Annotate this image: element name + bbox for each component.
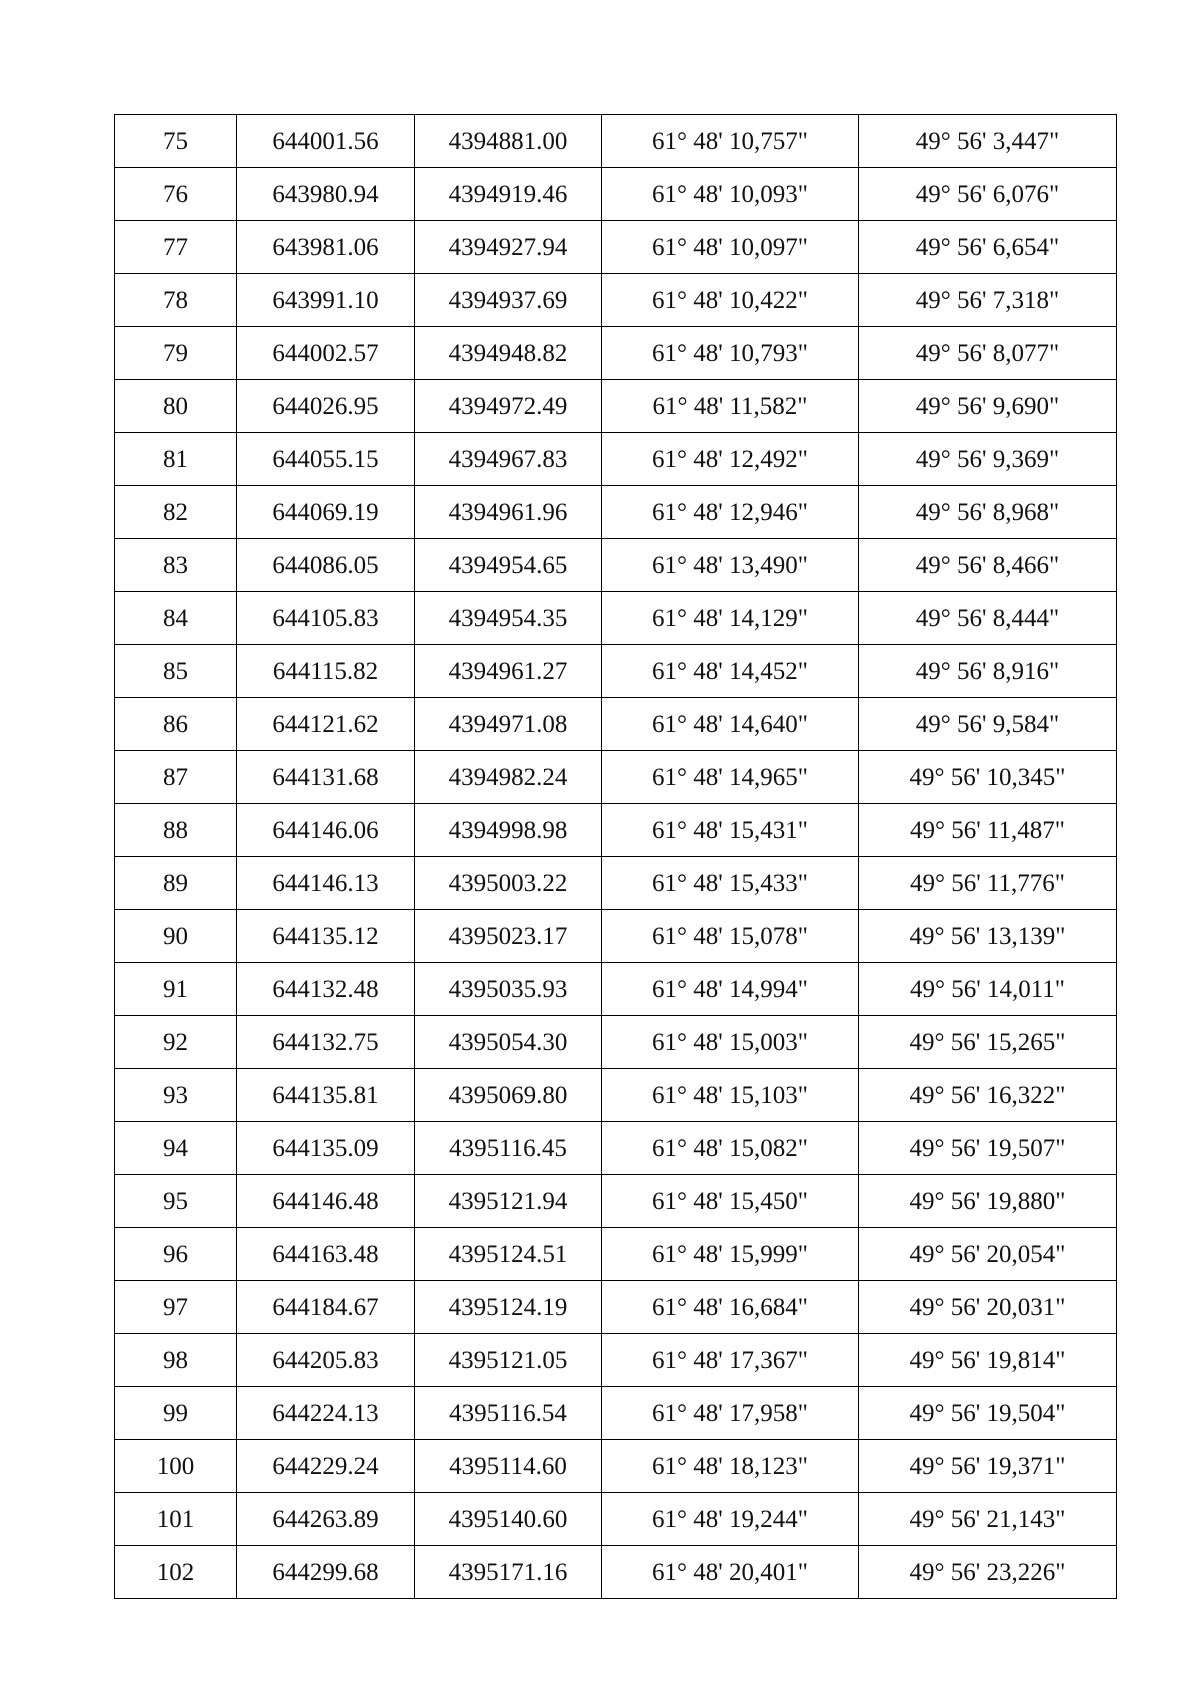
point-number-cell: 92 <box>115 1016 237 1069</box>
latitude-cell: 49° 56' 6,076" <box>859 168 1117 221</box>
point-number-cell: 93 <box>115 1069 237 1122</box>
easting-cell: 644184.67 <box>237 1281 415 1334</box>
table-row <box>115 1387 1117 1440</box>
easting-cell: 644146.06 <box>237 804 415 857</box>
table-row <box>115 1493 1117 1546</box>
table-row <box>115 274 1117 327</box>
point-number-cell: 79 <box>115 327 237 380</box>
point-number-cell: 83 <box>115 539 237 592</box>
latitude-cell: 49° 56' 19,504" <box>859 1387 1117 1440</box>
latitude-cell: 49° 56' 8,968" <box>859 486 1117 539</box>
longitude-cell: 61° 48' 11,582" <box>602 380 859 433</box>
point-number-cell: 94 <box>115 1122 237 1175</box>
latitude-cell: 49° 56' 9,690" <box>859 380 1117 433</box>
easting-cell: 644146.48 <box>237 1175 415 1228</box>
longitude-cell: 61° 48' 20,401" <box>602 1546 859 1599</box>
easting-cell: 644299.68 <box>237 1546 415 1599</box>
easting-cell: 644229.24 <box>237 1440 415 1493</box>
easting-cell: 644026.95 <box>237 380 415 433</box>
table-row <box>115 1281 1117 1334</box>
easting-cell: 644121.62 <box>237 698 415 751</box>
northing-cell: 4395023.17 <box>415 910 602 963</box>
northing-cell: 4394971.08 <box>415 698 602 751</box>
northing-cell: 4395054.30 <box>415 1016 602 1069</box>
table-row <box>115 1440 1117 1493</box>
northing-cell: 4395140.60 <box>415 1493 602 1546</box>
easting-cell: 644205.83 <box>237 1334 415 1387</box>
point-number-cell: 82 <box>115 486 237 539</box>
latitude-cell: 49° 56' 19,507" <box>859 1122 1117 1175</box>
northing-cell: 4395116.54 <box>415 1387 602 1440</box>
longitude-cell: 61° 48' 14,129" <box>602 592 859 645</box>
easting-cell: 644135.12 <box>237 910 415 963</box>
latitude-cell: 49° 56' 13,139" <box>859 910 1117 963</box>
northing-cell: 4394961.27 <box>415 645 602 698</box>
table-row <box>115 380 1117 433</box>
latitude-cell: 49° 56' 16,322" <box>859 1069 1117 1122</box>
longitude-cell: 61° 48' 19,244" <box>602 1493 859 1546</box>
northing-cell: 4395116.45 <box>415 1122 602 1175</box>
table-row <box>115 433 1117 486</box>
longitude-cell: 61° 48' 12,946" <box>602 486 859 539</box>
easting-cell: 644086.05 <box>237 539 415 592</box>
easting-cell: 644163.48 <box>237 1228 415 1281</box>
longitude-cell: 61° 48' 10,757" <box>602 115 859 168</box>
easting-cell: 644146.13 <box>237 857 415 910</box>
table-row <box>115 1334 1117 1387</box>
easting-cell: 644001.56 <box>237 115 415 168</box>
point-number-cell: 91 <box>115 963 237 1016</box>
northing-cell: 4394954.65 <box>415 539 602 592</box>
coordinates-table <box>114 114 1117 1599</box>
northing-cell: 4394998.98 <box>415 804 602 857</box>
longitude-cell: 61° 48' 10,793" <box>602 327 859 380</box>
longitude-cell: 61° 48' 15,103" <box>602 1069 859 1122</box>
northing-cell: 4394972.49 <box>415 380 602 433</box>
easting-cell: 644115.82 <box>237 645 415 698</box>
northing-cell: 4394961.96 <box>415 486 602 539</box>
table-row <box>115 963 1117 1016</box>
longitude-cell: 61° 48' 10,097" <box>602 221 859 274</box>
point-number-cell: 96 <box>115 1228 237 1281</box>
easting-cell: 644263.89 <box>237 1493 415 1546</box>
longitude-cell: 61° 48' 13,490" <box>602 539 859 592</box>
longitude-cell: 61° 48' 17,367" <box>602 1334 859 1387</box>
longitude-cell: 61° 48' 18,123" <box>602 1440 859 1493</box>
northing-cell: 4395121.94 <box>415 1175 602 1228</box>
point-number-cell: 87 <box>115 751 237 804</box>
latitude-cell: 49° 56' 23,226" <box>859 1546 1117 1599</box>
table-row <box>115 645 1117 698</box>
table-row <box>115 539 1117 592</box>
longitude-cell: 61° 48' 17,958" <box>602 1387 859 1440</box>
longitude-cell: 61° 48' 14,994" <box>602 963 859 1016</box>
longitude-cell: 61° 48' 10,093" <box>602 168 859 221</box>
northing-cell: 4394881.00 <box>415 115 602 168</box>
table-row <box>115 751 1117 804</box>
table-row <box>115 592 1117 645</box>
point-number-cell: 80 <box>115 380 237 433</box>
longitude-cell: 61° 48' 16,684" <box>602 1281 859 1334</box>
table-row <box>115 168 1117 221</box>
table-row <box>115 857 1117 910</box>
easting-cell: 644069.19 <box>237 486 415 539</box>
longitude-cell: 61° 48' 12,492" <box>602 433 859 486</box>
point-number-cell: 89 <box>115 857 237 910</box>
table-row <box>115 1228 1117 1281</box>
northing-cell: 4394982.24 <box>415 751 602 804</box>
easting-cell: 643981.06 <box>237 221 415 274</box>
easting-cell: 644132.48 <box>237 963 415 1016</box>
point-number-cell: 88 <box>115 804 237 857</box>
northing-cell: 4394967.83 <box>415 433 602 486</box>
longitude-cell: 61° 48' 15,082" <box>602 1122 859 1175</box>
point-number-cell: 81 <box>115 433 237 486</box>
northing-cell: 4395003.22 <box>415 857 602 910</box>
point-number-cell: 75 <box>115 115 237 168</box>
point-number-cell: 85 <box>115 645 237 698</box>
table-row <box>115 698 1117 751</box>
longitude-cell: 61° 48' 14,452" <box>602 645 859 698</box>
northing-cell: 4395171.16 <box>415 1546 602 1599</box>
latitude-cell: 49° 56' 7,318" <box>859 274 1117 327</box>
latitude-cell: 49° 56' 14,011" <box>859 963 1117 1016</box>
point-number-cell: 90 <box>115 910 237 963</box>
table-row <box>115 910 1117 963</box>
table-row <box>115 115 1117 168</box>
northing-cell: 4395035.93 <box>415 963 602 1016</box>
latitude-cell: 49° 56' 9,369" <box>859 433 1117 486</box>
latitude-cell: 49° 56' 21,143" <box>859 1493 1117 1546</box>
longitude-cell: 61° 48' 15,078" <box>602 910 859 963</box>
longitude-cell: 61° 48' 15,450" <box>602 1175 859 1228</box>
latitude-cell: 49° 56' 11,487" <box>859 804 1117 857</box>
point-number-cell: 76 <box>115 168 237 221</box>
northing-cell: 4395114.60 <box>415 1440 602 1493</box>
point-number-cell: 101 <box>115 1493 237 1546</box>
table-row <box>115 1546 1117 1599</box>
northing-cell: 4395124.19 <box>415 1281 602 1334</box>
northing-cell: 4394948.82 <box>415 327 602 380</box>
table-row <box>115 1069 1117 1122</box>
latitude-cell: 49° 56' 11,776" <box>859 857 1117 910</box>
coordinates-table-body <box>115 115 1117 1599</box>
point-number-cell: 102 <box>115 1546 237 1599</box>
northing-cell: 4394927.94 <box>415 221 602 274</box>
longitude-cell: 61° 48' 14,965" <box>602 751 859 804</box>
easting-cell: 644105.83 <box>237 592 415 645</box>
table-row <box>115 327 1117 380</box>
easting-cell: 644055.15 <box>237 433 415 486</box>
longitude-cell: 61° 48' 15,999" <box>602 1228 859 1281</box>
easting-cell: 644132.75 <box>237 1016 415 1069</box>
point-number-cell: 99 <box>115 1387 237 1440</box>
easting-cell: 644135.09 <box>237 1122 415 1175</box>
northing-cell: 4394937.69 <box>415 274 602 327</box>
northing-cell: 4395069.80 <box>415 1069 602 1122</box>
easting-cell: 644002.57 <box>237 327 415 380</box>
table-row <box>115 486 1117 539</box>
latitude-cell: 49° 56' 20,054" <box>859 1228 1117 1281</box>
point-number-cell: 78 <box>115 274 237 327</box>
northing-cell: 4395124.51 <box>415 1228 602 1281</box>
table-row <box>115 221 1117 274</box>
longitude-cell: 61° 48' 15,433" <box>602 857 859 910</box>
table-row <box>115 1016 1117 1069</box>
latitude-cell: 49° 56' 19,814" <box>859 1334 1117 1387</box>
longitude-cell: 61° 48' 10,422" <box>602 274 859 327</box>
longitude-cell: 61° 48' 14,640" <box>602 698 859 751</box>
table-row <box>115 804 1117 857</box>
latitude-cell: 49° 56' 3,447" <box>859 115 1117 168</box>
point-number-cell: 77 <box>115 221 237 274</box>
point-number-cell: 97 <box>115 1281 237 1334</box>
latitude-cell: 49° 56' 19,880" <box>859 1175 1117 1228</box>
longitude-cell: 61° 48' 15,431" <box>602 804 859 857</box>
point-number-cell: 98 <box>115 1334 237 1387</box>
latitude-cell: 49° 56' 8,444" <box>859 592 1117 645</box>
latitude-cell: 49° 56' 8,916" <box>859 645 1117 698</box>
point-number-cell: 86 <box>115 698 237 751</box>
latitude-cell: 49° 56' 10,345" <box>859 751 1117 804</box>
latitude-cell: 49° 56' 15,265" <box>859 1016 1117 1069</box>
table-row <box>115 1122 1117 1175</box>
point-number-cell: 100 <box>115 1440 237 1493</box>
easting-cell: 643980.94 <box>237 168 415 221</box>
easting-cell: 644224.13 <box>237 1387 415 1440</box>
northing-cell: 4394919.46 <box>415 168 602 221</box>
latitude-cell: 49° 56' 20,031" <box>859 1281 1117 1334</box>
longitude-cell: 61° 48' 15,003" <box>602 1016 859 1069</box>
latitude-cell: 49° 56' 8,077" <box>859 327 1117 380</box>
northing-cell: 4394954.35 <box>415 592 602 645</box>
table-row <box>115 1175 1117 1228</box>
point-number-cell: 95 <box>115 1175 237 1228</box>
easting-cell: 644131.68 <box>237 751 415 804</box>
northing-cell: 4395121.05 <box>415 1334 602 1387</box>
easting-cell: 643991.10 <box>237 274 415 327</box>
latitude-cell: 49° 56' 19,371" <box>859 1440 1117 1493</box>
latitude-cell: 49° 56' 9,584" <box>859 698 1117 751</box>
point-number-cell: 84 <box>115 592 237 645</box>
latitude-cell: 49° 56' 8,466" <box>859 539 1117 592</box>
easting-cell: 644135.81 <box>237 1069 415 1122</box>
latitude-cell: 49° 56' 6,654" <box>859 221 1117 274</box>
